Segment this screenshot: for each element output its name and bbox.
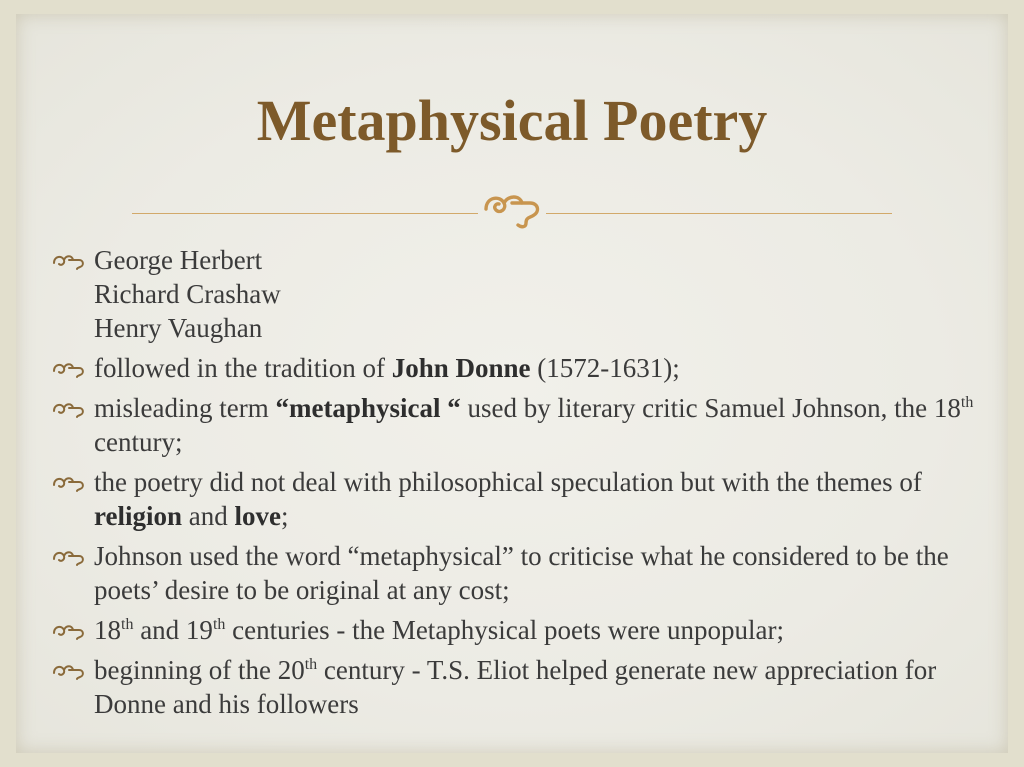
bold-text: religion <box>94 501 183 531</box>
poet-name: Henry Vaughan <box>94 313 263 343</box>
poet-name: George Herbert <box>94 245 263 275</box>
double-curl-bullet-icon <box>52 360 86 378</box>
list-item <box>52 465 992 533</box>
bullet-text: century - T.S. Eliot helped generate new appreciation for Donne and his followers <box>94 655 937 719</box>
bold-text: love <box>234 501 281 531</box>
list-item <box>52 613 992 647</box>
double-curl-bullet-icon <box>52 474 86 492</box>
bullet-text: beginning of the 20 <box>94 655 305 685</box>
superscript: th <box>304 656 318 673</box>
slide-title: Metaphysical Poetry <box>256 88 768 153</box>
bullet-text: used by literary critic Samuel Johnson, the 18 <box>460 393 961 423</box>
bullet-text: centuries - the Metaphysical poets were unpopular; <box>225 615 784 645</box>
title-divider <box>132 193 892 223</box>
bullet-text: (1572-1631); <box>530 353 680 383</box>
divider-line-left <box>132 213 478 214</box>
superscript: th <box>960 394 974 411</box>
bullet-text: the poetry did not deal with philosophical speculation but with the themes of <box>94 467 922 497</box>
superscript: th <box>212 616 226 633</box>
bold-text: John Donne <box>391 353 531 383</box>
divider-line-right <box>546 213 892 214</box>
bullet-text: Johnson used the word “metaphysical” to criticise what he considered to be the poets’ desire to be original at any cost; <box>94 541 949 605</box>
poet-name: Richard Crashaw <box>94 279 281 309</box>
bold-text: “metaphysical “ <box>275 393 461 423</box>
list-item <box>52 243 992 345</box>
bullet-list <box>52 243 992 727</box>
list-item <box>52 351 992 385</box>
bullet-text: followed in the tradition of <box>94 353 392 383</box>
bullet-text: and <box>182 501 235 531</box>
list-item <box>52 653 992 721</box>
bullet-text: ; <box>281 501 289 531</box>
double-curl-bullet-icon <box>52 400 86 418</box>
bullet-text: century; <box>94 427 183 457</box>
double-curl-bullet-icon <box>52 548 86 566</box>
bullet-text: 18 <box>94 615 121 645</box>
curl-ornament-icon <box>478 187 546 229</box>
double-curl-bullet-icon <box>52 662 86 680</box>
list-item <box>52 539 992 607</box>
double-curl-bullet-icon <box>52 622 86 640</box>
bullet-text: and 19 <box>133 615 213 645</box>
bullet-text: misleading term <box>94 393 276 423</box>
double-curl-bullet-icon <box>52 252 86 270</box>
list-item <box>52 391 992 459</box>
superscript: th <box>121 616 134 633</box>
